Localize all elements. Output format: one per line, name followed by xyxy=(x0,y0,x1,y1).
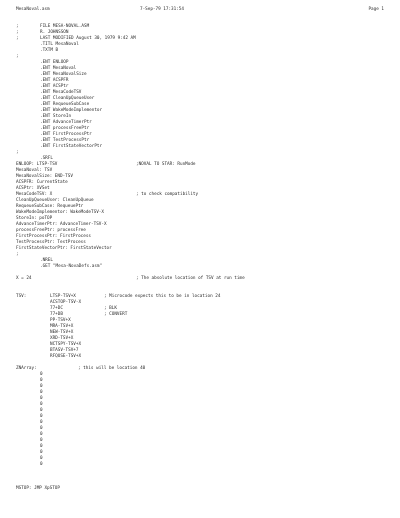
listing-line-field: 0 xyxy=(40,408,43,413)
listing-line-field: BTASV-TSV+7 xyxy=(50,348,79,353)
listing-line-field: ZNArray: xyxy=(16,366,37,371)
listing-line-field: 77+DC xyxy=(50,306,63,311)
listing-line xyxy=(16,486,386,492)
listing-line-field: ACSPtr: XVSet xyxy=(16,186,50,191)
listing-line-field: 0 xyxy=(40,450,43,455)
listing-line-field: .ENT AdvanceTimerPtr xyxy=(40,120,92,125)
listing-line-field: .ENT processFreePtr xyxy=(40,126,90,131)
listing-line-field: .ENT RequeueSubCase xyxy=(40,102,90,107)
listing-line-field: 0 xyxy=(40,402,43,407)
listing-line-field: .ENT FirstStateVectorPtr xyxy=(40,144,103,149)
header-date: 7-Sep-79 17:31:54 xyxy=(140,7,184,12)
listing-line-field: CleanUpQueueUser: CleanUpQueue xyxy=(16,198,94,203)
listing-line-field: MRA-TSV+X xyxy=(50,324,74,329)
listing-line-field: ; xyxy=(16,252,19,257)
listing-line-field: ACSPFR: CurrentState xyxy=(16,180,68,185)
listing-line-field: MSTOP: JMP XpSTOP xyxy=(16,486,60,491)
listing-line-field: FirstProcessPtr: FirstProcess xyxy=(16,234,92,239)
listing-line-field: .ENT ACSPtr xyxy=(40,84,69,89)
listing-line-field: AdvanceTimerPtr: AdvanceTimer-TSV-X xyxy=(16,222,107,227)
listing-line-field: 0 xyxy=(40,390,43,395)
listing-line-field: RequeueSubCase: RequeuePtr xyxy=(16,204,84,209)
listing-line-field: 0 xyxy=(40,432,43,437)
listing-line-field: .ENT MesaNoval xyxy=(40,66,77,71)
listing-line-field: TestProcessPtr: TestProcess xyxy=(16,240,86,245)
listing-line-field: StoreIn: poTOP xyxy=(16,216,53,221)
listing-line-field: NCTSPY-TSV+X xyxy=(50,342,82,347)
listing-line-field: .ENT CleanUpQueueUser xyxy=(40,96,95,101)
header-filename: MesaNoval.asm xyxy=(16,7,50,12)
listing-line-field: MesaNovalSize: END-TSV xyxy=(16,174,73,179)
listing-line-field: ; CONVERT xyxy=(104,312,128,317)
listing-line-field: .ENT FirstProcessPtr xyxy=(40,132,92,137)
listing-line-field: 0 xyxy=(40,414,43,419)
listing-line-field: 0 xyxy=(40,444,43,449)
listing-line-field: .GET "Mesa-NovaDefs.asm" xyxy=(40,264,103,269)
listing-line-field: .TITL MesaNoval xyxy=(40,42,79,47)
listing-line-field: ; Microcode expects this to be in location 24 xyxy=(104,294,221,299)
listing-line-field: 0 xyxy=(40,426,43,431)
listing-line-field: 0 xyxy=(40,438,43,443)
listing-line-field: processFreePtr: processFree xyxy=(16,228,86,233)
listing-line-field: LAST MODIFIED August 30, 1979 9:42 AM xyxy=(40,36,136,41)
listing-line-field: ; this will be location 40 xyxy=(78,366,146,371)
listing-line-field: 0 xyxy=(40,420,43,425)
listing-line-field: WakeModeImplementor: WakeModeTSV-X xyxy=(16,210,104,215)
listing-line-field: 0 xyxy=(40,384,43,389)
listing-line-field: ; xyxy=(16,24,19,29)
header-page-number: Page 1 xyxy=(368,7,384,12)
listing-line-field: .TXTM B xyxy=(40,48,59,53)
listing-line-field: .ENT MesaNovalSize xyxy=(40,72,87,77)
listing-line-field: .ENT ENLOOP xyxy=(40,60,69,65)
listing-line-field: 0 xyxy=(40,456,43,461)
listing-line-field: PP-TSV+X xyxy=(50,318,71,323)
listing-line-field: MesaNoval: TSV xyxy=(16,168,53,173)
listing-line-field: .NREL xyxy=(40,258,53,263)
listing-line-field: .SRFL xyxy=(40,156,53,161)
page-header xyxy=(16,7,384,13)
listing-line-field: .ENT WakeModeImplementor xyxy=(40,108,103,113)
listing-line-field: MesaCodeTSV: X xyxy=(16,192,53,197)
listing-line-field: 0 xyxy=(40,396,43,401)
listing-line-field: .ENT StoreIn xyxy=(40,114,72,119)
listing-line-field: XRD-TSV+X xyxy=(50,336,74,341)
listing-line-field: 77+DB xyxy=(50,312,63,317)
listing-line-field: ENLOOP: LTSP-TSV xyxy=(16,162,58,167)
listing-line-field: FILE MESA-NOVAL.ASM xyxy=(40,24,90,29)
listing-line-field: RFQUSE-TSV+X xyxy=(50,354,82,359)
listing-line-field: .ENT MesaCodeTSV xyxy=(40,90,82,95)
listing-line-field: LTSP-TSV+X xyxy=(50,294,76,299)
assembly-listing xyxy=(16,24,386,509)
listing-line-field: .ENT TestProcessPtr xyxy=(40,138,90,143)
listing-line-field: 0 xyxy=(40,378,43,383)
listing-line-field: ; xyxy=(16,36,19,41)
listing-line-field: .ENT ACSPFR xyxy=(40,78,69,83)
listing-line-field: ; The absolute location of TSV at run time xyxy=(136,276,245,281)
listing-line-field: 0 xyxy=(40,372,43,377)
listing-line-field: ;NOVAL TO STAR: RunMode xyxy=(136,162,196,167)
listing-line-field: NEW-TSV+X xyxy=(50,330,74,335)
listing-line-field: FirstStateVectorPtr: FirstStateVector xyxy=(16,246,112,251)
listing-line-field: ACSTOP-TSV-X xyxy=(50,300,82,305)
listing-line-field: X = 24 xyxy=(16,276,32,281)
listing-line-field: TSV: xyxy=(16,294,27,299)
listing-line-field: ; xyxy=(16,54,19,59)
listing-line-field: R. JOHNSSON xyxy=(40,30,69,35)
listing-line-field: 0 xyxy=(40,462,43,467)
listing-line-field: ; to check compatibility xyxy=(136,192,199,197)
listing-line-field: ; BLK xyxy=(104,306,117,311)
listing-line-field: ; xyxy=(16,150,19,155)
listing-line-field: ; xyxy=(16,30,19,35)
